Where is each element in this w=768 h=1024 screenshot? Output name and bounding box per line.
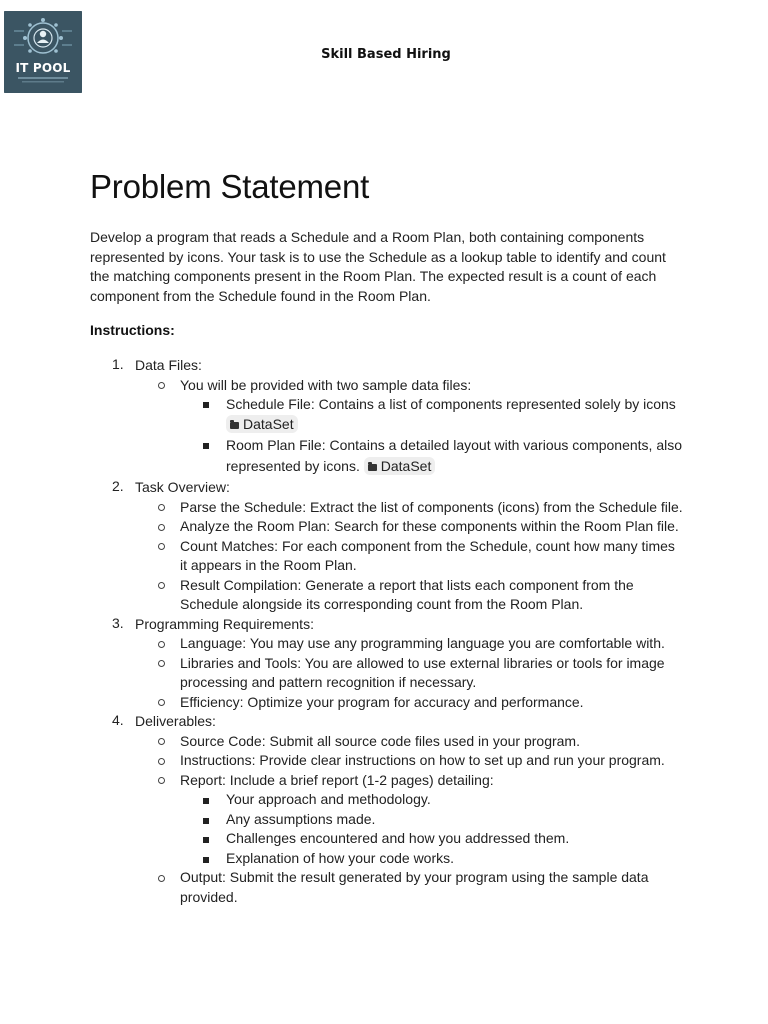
list-item: Challenges encountered and how you addressed them. xyxy=(226,830,570,846)
list-item: Language: You may use any programming language you are comfortable with. xyxy=(180,635,665,651)
list-item: Result Compilation: Generate a report that lists each component from the xyxy=(180,576,634,593)
bullet-circle xyxy=(158,524,165,531)
list-item: provided. xyxy=(180,888,238,905)
instructions-heading: Instructions: xyxy=(90,322,175,338)
page-title: Problem Statement xyxy=(90,168,370,205)
folder-icon xyxy=(230,422,239,429)
dataset-chip[interactable] xyxy=(364,457,436,475)
bullet-square xyxy=(203,837,209,843)
bullet-square xyxy=(203,798,209,804)
list-item: Count Matches: For each component from the Schedule, count how many times xyxy=(180,537,675,554)
list-item-label: Deliverables: xyxy=(135,713,216,729)
list-item: Any assumptions made. xyxy=(226,810,376,827)
logo-text: IT POOL xyxy=(15,61,71,75)
bullet-circle xyxy=(158,660,165,667)
folder-icon xyxy=(368,464,377,471)
list-item: Room Plan File: Contains a detailed layout with various components, also xyxy=(226,437,683,453)
bullet-circle xyxy=(158,738,165,745)
bullet-circle xyxy=(158,641,165,648)
list-item: Parse the Schedule: Extract the list of components (icons) from the Schedule file. xyxy=(180,498,683,515)
list-item-label: Data Files: xyxy=(135,357,202,373)
list-item: Output: Submit the result generated by your program using the sample data xyxy=(180,869,649,885)
bullet-square xyxy=(203,818,209,824)
bullet-circle xyxy=(158,582,165,589)
list-number: 3. xyxy=(112,614,124,631)
list-item: Schedule File: Contains a list of components represented solely by icons xyxy=(226,396,676,412)
chip-label: DataSet xyxy=(243,416,294,432)
list-item: Report: Include a brief report (1-2 pages) detailing: xyxy=(180,771,494,788)
bullet-circle xyxy=(158,875,165,882)
list-item xyxy=(226,457,435,477)
intro-paragraph: Develop a program that reads a Schedule and a Room Plan, both containing components represented by icons. Your task is to use the Schedule as a lookup table to identify and count the matching components present in the Room Plan. The expected result is a count of each component from the Schedule found in the Room Plan. xyxy=(90,229,666,304)
bullet-square xyxy=(203,402,209,408)
list-number: 4. xyxy=(112,712,124,728)
dataset-link[interactable] xyxy=(226,415,298,435)
list-number: 2. xyxy=(112,478,124,494)
list-item: Source Code: Submit all source code files used in your program. xyxy=(180,732,580,749)
list-item: Schedule alongside its corresponding count from the Room Plan. xyxy=(180,596,584,612)
list-item: Libraries and Tools: You are allowed to use external libraries or tools for image xyxy=(180,654,665,671)
dataset-chip[interactable] xyxy=(226,415,298,433)
list-item-label: Task Overview: xyxy=(135,479,230,495)
bullet-circle xyxy=(158,758,165,765)
bullet-circle xyxy=(158,777,165,784)
list-item: Instructions: Provide clear instructions on how to set up and run your program. xyxy=(180,752,665,768)
list-item: You will be provided with two sample data files: xyxy=(180,376,472,393)
list-item: Analyze the Room Plan: Search for these components within the Room Plan file. xyxy=(180,518,679,534)
list-item: it appears in the Room Plan. xyxy=(180,557,357,573)
chip-label: DataSet xyxy=(380,457,432,474)
bullet-circle xyxy=(158,543,165,550)
list-item-label: Programming Requirements: xyxy=(135,615,314,632)
bullet-circle xyxy=(158,504,165,511)
bullet-square xyxy=(203,857,209,863)
bullet-circle xyxy=(158,382,165,389)
list-item: Your approach and methodology. xyxy=(226,791,431,807)
list-item-text: represented by icons. xyxy=(226,457,360,474)
bullet-square xyxy=(203,443,209,449)
list-item: processing and pattern recognition if necessary. xyxy=(180,674,477,690)
header-title: Skill Based Hiring xyxy=(321,47,451,62)
list-number: 1. xyxy=(112,356,124,372)
list-item: Explanation of how your code works. xyxy=(226,849,455,866)
list-item: Efficiency: Optimize your program for accuracy and performance. xyxy=(180,693,584,710)
bullet-circle xyxy=(158,699,165,706)
